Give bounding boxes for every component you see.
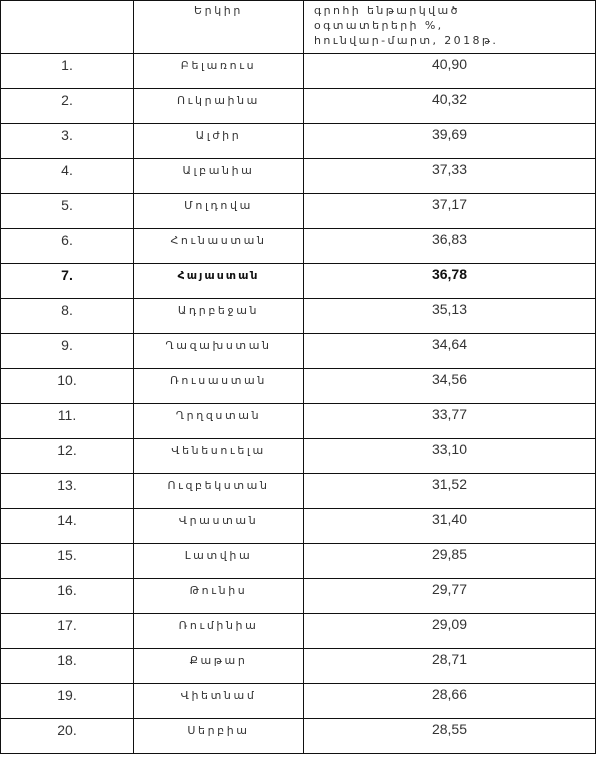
header-country-cell [134,1,304,54]
row-country: Ալժիր [195,129,242,142]
row-number: 9. [61,337,73,353]
row-value-cell [304,684,596,719]
row-country-cell [134,334,304,369]
row-country-cell [134,299,304,334]
row-country: Ռումինիա [178,619,259,632]
header-value-label [304,1,595,48]
row-country-cell [134,439,304,474]
row-country: Ուզբեկստան [167,479,270,492]
table-row [1,719,596,754]
row-number-cell [1,684,134,719]
row-country-cell [134,404,304,439]
row-country-cell [134,159,304,194]
row-value: 31,40 [431,511,468,527]
row-country-cell [134,614,304,649]
row-number-cell [1,194,134,229]
row-country: Վիետնամ [180,689,257,702]
header-number-cell [1,1,134,54]
row-number: 8. [61,302,73,318]
row-number: 11. [57,407,77,423]
row-value-cell [304,229,596,264]
row-value-cell [304,334,596,369]
row-number: 12. [57,442,77,458]
table-row [1,299,596,334]
header-value-cell [304,1,596,54]
row-value: 37,17 [431,196,468,212]
row-value-cell [304,264,596,299]
row-country: Քաթար [189,654,248,667]
table-row [1,124,596,159]
row-value-cell [304,649,596,684]
row-country-cell [134,54,304,89]
header-value-line: գրոհի ենթարկված [314,4,460,17]
row-value: 28,55 [431,721,468,737]
row-number-cell [1,614,134,649]
row-number-cell [1,54,134,89]
row-country-cell [134,544,304,579]
row-country: Ռուսաստան [170,374,267,387]
row-country-cell [134,124,304,159]
row-value-cell [304,89,596,124]
row-number-cell [1,649,134,684]
table-row [1,474,596,509]
row-value-cell [304,614,596,649]
row-country: Ուկրաինա [177,94,260,107]
row-country: Հայաստան [177,269,260,282]
row-number: 7. [61,267,73,283]
row-value-cell [304,544,596,579]
row-value-cell [304,719,596,754]
row-number: 2. [61,92,73,108]
row-country-cell [134,719,304,754]
row-number-cell [1,89,134,124]
row-value: 28,71 [431,651,468,667]
row-country: Բելառուս [180,59,257,72]
row-value: 33,10 [431,441,468,457]
row-number: 20. [57,722,77,738]
table-row [1,369,596,404]
row-value: 36,78 [431,266,468,282]
row-country: Վենեսուելա [171,444,266,457]
row-number-cell [1,404,134,439]
row-number: 10. [57,372,77,388]
row-country-cell [134,579,304,614]
row-value-cell [304,124,596,159]
row-country: Ադրբեջան [177,304,260,317]
header-country-label: Երկիր [194,4,243,17]
row-value-cell [304,299,596,334]
row-country-cell [134,89,304,124]
row-number: 16. [57,582,77,598]
row-number-cell [1,369,134,404]
row-number: 1. [61,57,73,73]
table-row [1,159,596,194]
row-number-cell [1,509,134,544]
table-row [1,544,596,579]
row-value: 40,90 [431,56,468,72]
row-value: 29,09 [431,616,468,632]
row-number: 5. [61,197,73,213]
row-number: 3. [61,127,73,143]
row-country-cell [134,474,304,509]
row-country-cell [134,194,304,229]
row-number: 17. [57,617,77,633]
row-number-cell [1,229,134,264]
row-country-cell [134,509,304,544]
row-number: 6. [61,232,73,248]
row-country-cell [134,684,304,719]
row-number: 13. [57,477,77,493]
row-number: 19. [57,687,77,703]
table-row [1,334,596,369]
row-number-cell [1,544,134,579]
table-row [1,684,596,719]
header-number [1,1,133,4]
row-number-cell [1,124,134,159]
row-value: 35,13 [431,301,468,317]
row-country: Ալբանիա [182,164,255,177]
row-value-cell [304,159,596,194]
table-row [1,404,596,439]
header-value-line: օգտատերերի %, [314,19,444,32]
row-value: 28,66 [431,686,468,702]
row-value: 37,33 [431,161,468,177]
row-value: 40,32 [431,91,468,107]
row-country: Վրաստան [178,514,259,527]
row-value: 34,56 [431,371,468,387]
row-value-cell [304,474,596,509]
row-value-cell [304,579,596,614]
row-country: Հունաստան [170,234,267,247]
row-country-cell [134,649,304,684]
table-row [1,264,596,299]
row-country-cell [134,369,304,404]
table-row [1,579,596,614]
row-country-cell [134,229,304,264]
row-value: 29,85 [431,546,468,562]
table-row [1,614,596,649]
row-value-cell [304,54,596,89]
table-body [1,1,596,754]
row-value: 29,77 [431,581,468,597]
table-row [1,89,596,124]
row-number-cell [1,579,134,614]
row-country-cell [134,264,304,299]
row-number: 15. [57,547,77,563]
row-value: 36,83 [431,231,468,247]
row-value: 31,52 [431,476,468,492]
row-value: 33,77 [431,406,468,422]
row-country: Թունիս [189,584,248,597]
row-number: 4. [61,162,73,178]
row-value-cell [304,194,596,229]
table-row [1,229,596,264]
row-country: Լատվիա [184,549,253,562]
row-value-cell [304,439,596,474]
row-number-cell [1,719,134,754]
table-row [1,649,596,684]
table-row [1,194,596,229]
row-number-cell [1,159,134,194]
row-country: Սերբիա [187,724,250,737]
table-row [1,54,596,89]
row-country: Ղազախստան [165,339,272,352]
row-value-cell [304,509,596,544]
table-row [1,509,596,544]
row-value-cell [304,369,596,404]
row-value: 34,64 [431,336,468,352]
table-row [1,439,596,474]
header-value-line: հունվար-մարտ, 2018թ. [314,34,499,47]
row-country: Մոլդովա [184,199,253,212]
row-number: 18. [57,652,77,668]
row-country: Ղրղզստան [175,409,262,422]
row-number-cell [1,264,134,299]
row-number: 14. [57,512,77,528]
row-number-cell [1,474,134,509]
row-number-cell [1,299,134,334]
row-number-cell [1,334,134,369]
row-number-cell [1,439,134,474]
row-value: 39,69 [431,126,468,142]
table-header-row [1,1,596,54]
row-value-cell [304,404,596,439]
